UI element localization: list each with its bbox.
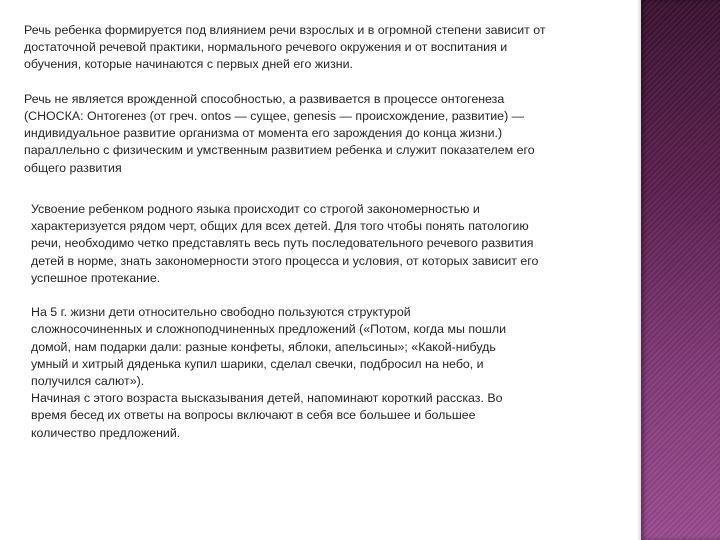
paragraph-speech-influence: Речь ребенка формируется под влиянием речи взрослых и в огромной степени зависит от достаточной речевой практики, нормального речевого окружения и от воспитания и обучения, которые начинаются с первых дней его жизни. [24, 23, 546, 72]
paragraph-age-five: На 5 г. жизни дети относительно свободно пользуются структурой сложносочиненных и сложноподчиненных предложений («Потом, когда мы пошли домой, нам подарки дали: разные конфеты, яблоки, апельсины»; «Какой-нибудь умный и хитрый дяденька купил шарики, сделал свечки, подбросил на небо, и получился салют»). [31, 305, 507, 389]
text-block-bottom [31, 201, 611, 442]
paragraph-language-acquisition: Усвоение ребенком родного языка происходит со строгой закономерностью и характеризуется рядом черт, общих для всех детей. Для того чтобы понять патологию речи, необходимо четко представлять весь путь последовательного речевого развития детей в норме, знать закономерности этого процесса и условия, от которых зависит его успешное протекание. [31, 202, 539, 285]
text-block-top [24, 22, 624, 177]
paragraph-gap [31, 287, 611, 304]
paragraph-short-story: Начиная с этого возраста высказывания детей, напоминают короткий рассказ. Во время бесед их ответы на вопросы включают в себя все большее и большее количество предложений. [31, 391, 503, 440]
paragraph-ontogenesis: Речь не является врожденной способностью, а развивается в процессе онтогенеза (СНОСКА: Онтогенез (от греч. ontos — сущее, genesis — происхождение, развитие) — индивидуальное развитие организма от момента его зарождения до конца жизни.) параллельно с физическим и умственным развитием ребенка и служит показателем его общего развития [24, 91, 535, 175]
decorative-sidebar [641, 0, 720, 540]
paragraph-gap [24, 74, 624, 91]
